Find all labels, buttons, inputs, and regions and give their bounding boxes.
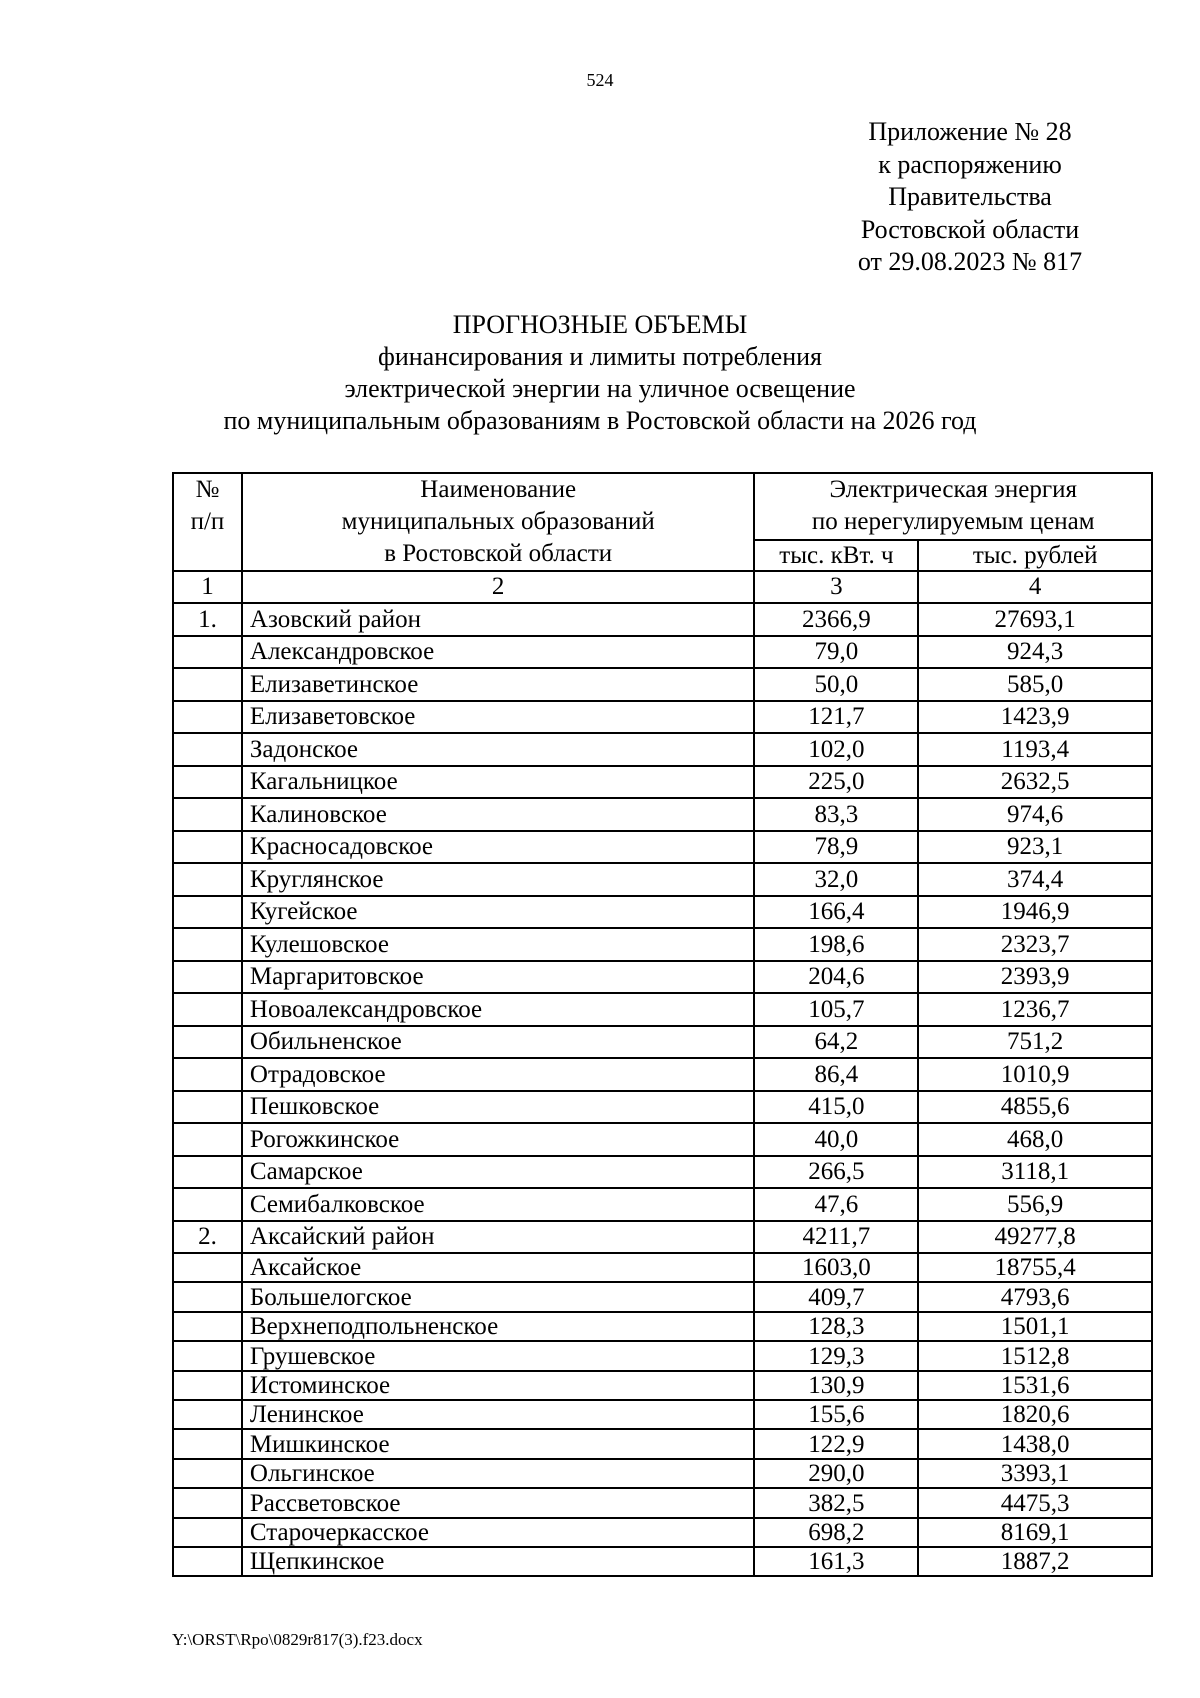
document-title bbox=[0, 309, 1200, 437]
row-kwh: 204,6 bbox=[754, 961, 918, 994]
table-row bbox=[173, 1547, 1152, 1576]
column-number: 4 bbox=[918, 571, 1152, 603]
table-row bbox=[173, 636, 1152, 669]
header-energy: Электрическая энергия по нерегулируемым ценам bbox=[754, 473, 1152, 540]
appendix-line: Правительства bbox=[888, 182, 1052, 211]
row-number bbox=[173, 1188, 242, 1221]
row-rub: 1820,6 bbox=[918, 1400, 1152, 1429]
row-kwh: 130,9 bbox=[754, 1371, 918, 1400]
row-name: Елизаветинское bbox=[242, 668, 755, 701]
row-name: Елизаветовское bbox=[242, 701, 755, 734]
row-rub: 468,0 bbox=[918, 1123, 1152, 1156]
header-name: Наименование муниципальных образований в Ростовской области bbox=[242, 473, 755, 571]
row-rub: 2393,9 bbox=[918, 961, 1152, 994]
row-number bbox=[173, 1400, 242, 1429]
row-name: Семибалковское bbox=[242, 1188, 755, 1221]
row-rub: 3118,1 bbox=[918, 1156, 1152, 1189]
row-number bbox=[173, 1547, 242, 1576]
row-name: Ленинское bbox=[242, 1400, 755, 1429]
row-rub: 4855,6 bbox=[918, 1091, 1152, 1124]
row-rub: 4475,3 bbox=[918, 1488, 1152, 1517]
table-row bbox=[173, 1312, 1152, 1341]
table-row bbox=[173, 603, 1152, 636]
table-row bbox=[173, 668, 1152, 701]
row-number bbox=[173, 798, 242, 831]
row-number bbox=[173, 1341, 242, 1370]
row-number bbox=[173, 1312, 242, 1341]
row-rub: 18755,4 bbox=[918, 1253, 1152, 1282]
table-row bbox=[173, 928, 1152, 961]
row-number bbox=[173, 668, 242, 701]
table-row bbox=[173, 1282, 1152, 1311]
table-row bbox=[173, 1123, 1152, 1156]
row-number bbox=[173, 1459, 242, 1488]
row-name: Рогожкинское bbox=[242, 1123, 755, 1156]
page-number: 524 bbox=[586, 70, 614, 90]
row-kwh: 1603,0 bbox=[754, 1253, 918, 1282]
row-rub: 1946,9 bbox=[918, 896, 1152, 929]
table-row bbox=[173, 993, 1152, 1026]
table-row bbox=[173, 733, 1152, 766]
row-kwh: 64,2 bbox=[754, 1026, 918, 1059]
row-rub: 49277,8 bbox=[918, 1221, 1152, 1254]
row-kwh: 225,0 bbox=[754, 766, 918, 799]
row-rub: 2632,5 bbox=[918, 766, 1152, 799]
appendix-line: от 29.08.2023 № 817 bbox=[857, 247, 1083, 276]
title-line: по муниципальным образованиям в Ростовской области на 2026 год bbox=[223, 406, 977, 435]
row-kwh: 50,0 bbox=[754, 668, 918, 701]
row-number bbox=[173, 766, 242, 799]
row-rub: 3393,1 bbox=[918, 1459, 1152, 1488]
column-number: 2 bbox=[242, 571, 755, 603]
row-kwh: 409,7 bbox=[754, 1282, 918, 1311]
row-name: Аксайский район bbox=[242, 1221, 755, 1254]
row-kwh: 415,0 bbox=[754, 1091, 918, 1124]
row-rub: 585,0 bbox=[918, 668, 1152, 701]
row-rub: 1501,1 bbox=[918, 1312, 1152, 1341]
row-number bbox=[173, 1282, 242, 1311]
row-rub: 8169,1 bbox=[918, 1518, 1152, 1547]
row-number bbox=[173, 863, 242, 896]
row-kwh: 2366,9 bbox=[754, 603, 918, 636]
row-kwh: 105,7 bbox=[754, 993, 918, 1026]
row-name: Отрадовское bbox=[242, 1058, 755, 1091]
row-name: Красносадовское bbox=[242, 831, 755, 864]
row-rub: 1512,8 bbox=[918, 1341, 1152, 1370]
table-row bbox=[173, 1221, 1152, 1254]
row-name: Кугейское bbox=[242, 896, 755, 929]
row-rub: 27693,1 bbox=[918, 603, 1152, 636]
table-row bbox=[173, 1188, 1152, 1221]
row-number bbox=[173, 701, 242, 734]
appendix-line: Приложение № 28 bbox=[868, 117, 1072, 146]
row-kwh: 102,0 bbox=[754, 733, 918, 766]
row-number bbox=[173, 961, 242, 994]
row-rub: 4793,6 bbox=[918, 1282, 1152, 1311]
row-kwh: 166,4 bbox=[754, 896, 918, 929]
table-row bbox=[173, 1058, 1152, 1091]
row-name: Азовский район bbox=[242, 603, 755, 636]
row-rub: 923,1 bbox=[918, 831, 1152, 864]
header-num: № п/п bbox=[173, 473, 242, 571]
table-row bbox=[173, 863, 1152, 896]
header-row bbox=[173, 473, 1152, 540]
row-number bbox=[173, 896, 242, 929]
row-kwh: 121,7 bbox=[754, 701, 918, 734]
row-rub: 974,6 bbox=[918, 798, 1152, 831]
table-row bbox=[173, 1400, 1152, 1429]
row-kwh: 40,0 bbox=[754, 1123, 918, 1156]
row-number bbox=[173, 1253, 242, 1282]
row-name: Грушевское bbox=[242, 1341, 755, 1370]
row-number bbox=[173, 1429, 242, 1458]
row-number bbox=[173, 1123, 242, 1156]
row-kwh: 32,0 bbox=[754, 863, 918, 896]
title-line: финансирования и лимиты потребления bbox=[377, 342, 823, 371]
row-rub: 1193,4 bbox=[918, 733, 1152, 766]
row-name: Задонское bbox=[242, 733, 755, 766]
row-number bbox=[173, 733, 242, 766]
row-number: 1. bbox=[173, 603, 242, 636]
row-name: Щепкинское bbox=[242, 1547, 755, 1576]
row-name: Калиновское bbox=[242, 798, 755, 831]
appendix-line: Ростовской области bbox=[860, 214, 1080, 244]
row-number bbox=[173, 1156, 242, 1189]
row-name: Истоминское bbox=[242, 1371, 755, 1400]
row-name: Кагальницкое bbox=[242, 766, 755, 799]
row-number: 2. bbox=[173, 1221, 242, 1254]
table-row bbox=[173, 1253, 1152, 1282]
row-rub: 1423,9 bbox=[918, 701, 1152, 734]
table-row bbox=[173, 831, 1152, 864]
table-row bbox=[173, 1429, 1152, 1458]
table-row bbox=[173, 1026, 1152, 1059]
row-name: Рассветовское bbox=[242, 1488, 755, 1517]
row-kwh: 266,5 bbox=[754, 1156, 918, 1189]
table-row bbox=[173, 1459, 1152, 1488]
row-kwh: 129,3 bbox=[754, 1341, 918, 1370]
row-kwh: 290,0 bbox=[754, 1459, 918, 1488]
row-number bbox=[173, 1058, 242, 1091]
row-number bbox=[173, 1371, 242, 1400]
row-kwh: 79,0 bbox=[754, 636, 918, 669]
row-name: Кулешовское bbox=[242, 928, 755, 961]
row-rub: 924,3 bbox=[918, 636, 1152, 669]
row-rub: 374,4 bbox=[918, 863, 1152, 896]
row-name: Круглянское bbox=[242, 863, 755, 896]
table-row bbox=[173, 766, 1152, 799]
row-kwh: 86,4 bbox=[754, 1058, 918, 1091]
row-name: Старочеркасское bbox=[242, 1518, 755, 1547]
row-kwh: 83,3 bbox=[754, 798, 918, 831]
table-row bbox=[173, 1091, 1152, 1124]
row-number bbox=[173, 831, 242, 864]
row-number bbox=[173, 993, 242, 1026]
table-row bbox=[173, 961, 1152, 994]
row-kwh: 78,9 bbox=[754, 831, 918, 864]
row-number bbox=[173, 928, 242, 961]
file-path-footer: Y:\ORST\Rpo\0829r817(3).f23.docx bbox=[172, 1630, 423, 1649]
row-number bbox=[173, 1488, 242, 1517]
header-rub: тыс. рублей bbox=[918, 540, 1152, 571]
row-name: Пешковское bbox=[242, 1091, 755, 1124]
row-rub: 2323,7 bbox=[918, 928, 1152, 961]
row-name: Новоалександровское bbox=[242, 993, 755, 1026]
row-number bbox=[173, 1091, 242, 1124]
row-kwh: 698,2 bbox=[754, 1518, 918, 1547]
row-name: Маргаритовское bbox=[242, 961, 755, 994]
table-row bbox=[173, 1488, 1152, 1517]
row-kwh: 198,6 bbox=[754, 928, 918, 961]
table-row bbox=[173, 1341, 1152, 1370]
row-rub: 1236,7 bbox=[918, 993, 1152, 1026]
row-name: Самарское bbox=[242, 1156, 755, 1189]
row-rub: 751,2 bbox=[918, 1026, 1152, 1059]
row-name: Ольгинское bbox=[242, 1459, 755, 1488]
row-rub: 1438,0 bbox=[918, 1429, 1152, 1458]
column-number: 1 bbox=[173, 571, 242, 603]
table-row bbox=[173, 798, 1152, 831]
row-name: Александровское bbox=[242, 636, 755, 669]
appendix-block bbox=[840, 116, 1100, 279]
title-line: ПРОГНОЗНЫЕ ОБЪЕМЫ bbox=[452, 310, 748, 339]
row-rub: 556,9 bbox=[918, 1188, 1152, 1221]
row-kwh: 128,3 bbox=[754, 1312, 918, 1341]
column-numbers-row bbox=[173, 571, 1152, 603]
row-name: Обильненское bbox=[242, 1026, 755, 1059]
row-name: Большелогское bbox=[242, 1282, 755, 1311]
row-rub: 1531,6 bbox=[918, 1371, 1152, 1400]
row-kwh: 155,6 bbox=[754, 1400, 918, 1429]
appendix-line: к распоряжению bbox=[878, 149, 1062, 179]
row-kwh: 161,3 bbox=[754, 1547, 918, 1576]
row-rub: 1010,9 bbox=[918, 1058, 1152, 1091]
table-row bbox=[173, 1371, 1152, 1400]
row-kwh: 122,9 bbox=[754, 1429, 918, 1458]
row-number bbox=[173, 1518, 242, 1547]
row-kwh: 4211,7 bbox=[754, 1221, 918, 1254]
row-kwh: 47,6 bbox=[754, 1188, 918, 1221]
row-kwh: 382,5 bbox=[754, 1488, 918, 1517]
row-rub: 1887,2 bbox=[918, 1547, 1152, 1576]
row-name: Аксайское bbox=[242, 1253, 755, 1282]
row-name: Мишкинское bbox=[242, 1429, 755, 1458]
data-table bbox=[172, 472, 1153, 1577]
table-row bbox=[173, 701, 1152, 734]
table-row bbox=[173, 896, 1152, 929]
header-kwh: тыс. кВт. ч bbox=[754, 540, 918, 571]
title-line: электрической энергии на уличное освещение bbox=[344, 374, 856, 403]
table-row bbox=[173, 1156, 1152, 1189]
table-row bbox=[173, 1518, 1152, 1547]
row-number bbox=[173, 636, 242, 669]
row-name: Верхнеподпольненское bbox=[242, 1312, 755, 1341]
row-number bbox=[173, 1026, 242, 1059]
column-number: 3 bbox=[754, 571, 918, 603]
